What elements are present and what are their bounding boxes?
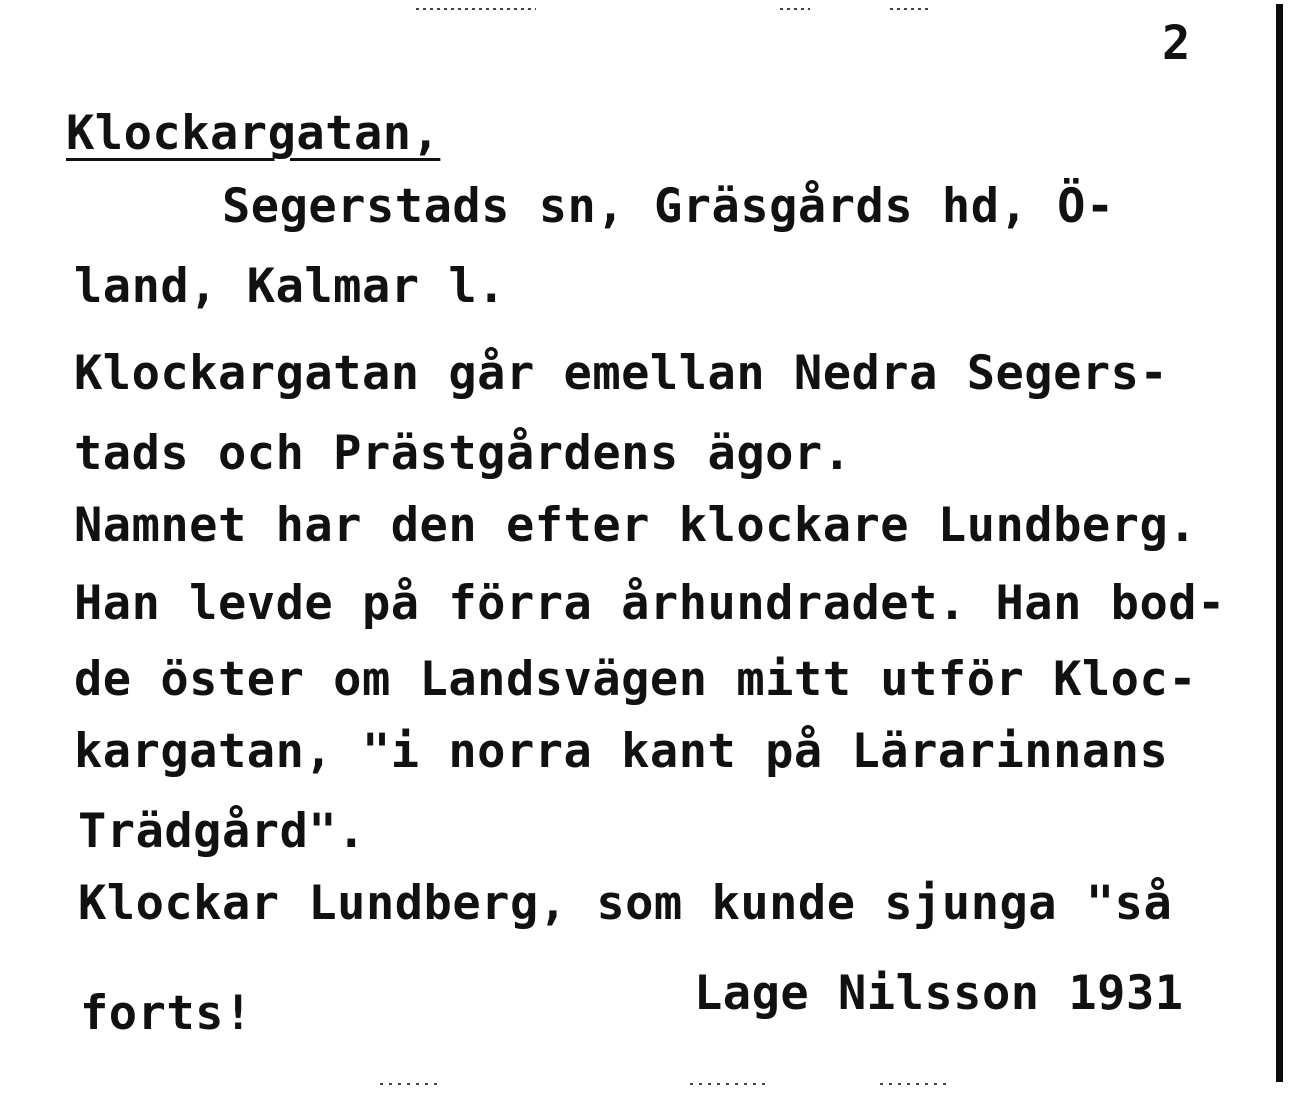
body-line: forts! <box>80 986 253 1041</box>
body-line: Trädgård". <box>78 804 366 859</box>
card-heading: Klockargatan, <box>66 106 441 161</box>
body-line: kargatan, "i norra kant på Lärarinnans <box>74 724 1169 779</box>
scan-specks-bottom <box>880 1083 950 1085</box>
body-line: de öster om Landsvägen mitt utför Kloc- <box>74 652 1198 707</box>
body-line: Han levde på förra århundradet. Han bod- <box>74 576 1226 631</box>
scan-specks-top <box>890 8 930 10</box>
location-line: Segerstads sn, Gräsgårds hd, Ö- <box>222 179 1115 234</box>
scan-specks-bottom <box>380 1083 440 1085</box>
scan-specks-bottom <box>690 1083 770 1085</box>
body-line: Namnet har den efter klockare Lundberg. <box>74 498 1198 553</box>
body-line: Klockar Lundberg, som kunde sjunga "så <box>78 876 1173 931</box>
card-right-edge <box>1276 4 1283 1082</box>
signature: Lage Nilsson 1931 <box>694 966 1184 1021</box>
body-line: Klockargatan går emellan Nedra Segers- <box>74 346 1169 401</box>
page-number: 2 <box>1162 16 1191 71</box>
scan-specks-top <box>416 8 536 10</box>
scan-specks-top <box>780 8 810 10</box>
location-line: land, Kalmar l. <box>74 259 506 314</box>
body-line: tads och Prästgårdens ägor. <box>74 426 852 481</box>
